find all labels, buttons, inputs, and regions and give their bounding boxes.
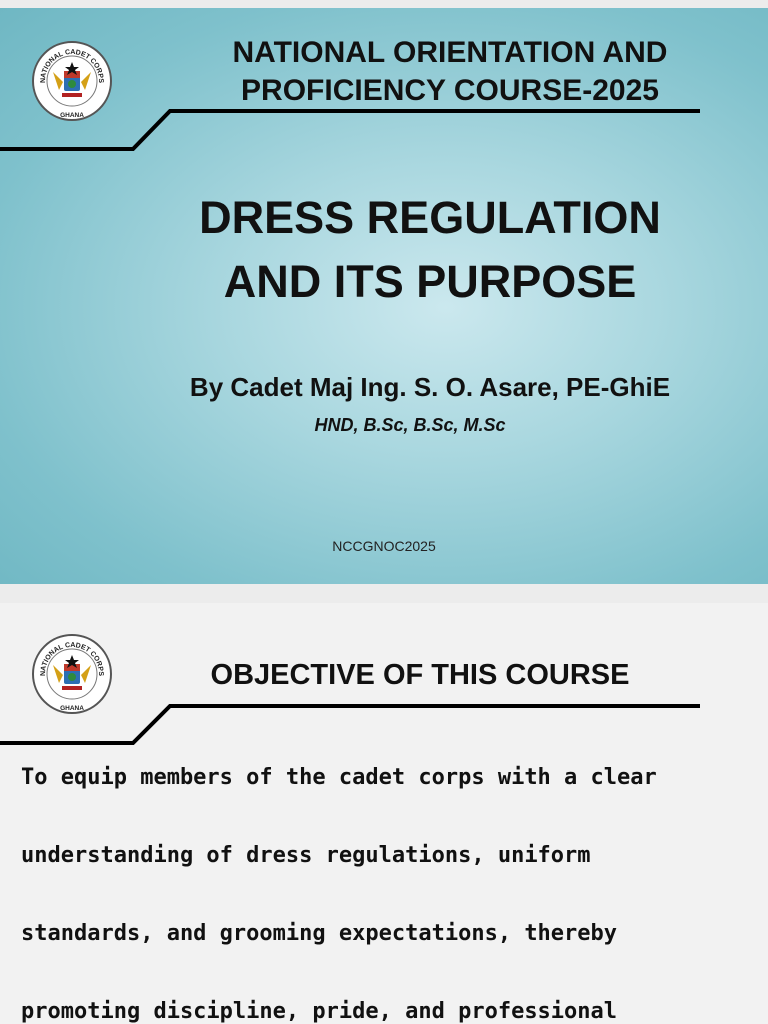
objective-line: promoting discipline, pride, and professional — [21, 999, 618, 1024]
objective-text — [21, 739, 751, 1024]
title-slide — [0, 8, 768, 584]
objective-slide — [0, 603, 768, 1024]
presentation-title: DRESS REGULATION AND ITS PURPOSE — [199, 192, 661, 307]
objective-line: standards, and grooming expectations, thereby — [21, 921, 618, 946]
svg-text:•NATIONAL CADET CORPS•: NATIONAL CADET CORPS — [39, 48, 105, 84]
course-title: NATIONAL ORIENTATION AND PROFICIENCY COURSE-2025 — [232, 36, 668, 107]
objective-line: understanding of dress regulations, uniform — [21, 843, 591, 868]
course-code: NCCGNOC2025 — [332, 538, 436, 554]
objective-line: To equip members of the cadet corps with a clear — [21, 765, 657, 790]
author-line: By Cadet Maj Ing. S. O. Asare, PE-GhiE — [189, 372, 671, 402]
objective-title: OBJECTIVE OF THIS COURSE — [210, 659, 630, 691]
svg-text:•NATIONAL CADET CORPS•: NATIONAL CADET CORPS — [39, 641, 105, 677]
svg-text:GHANA: GHANA — [60, 705, 84, 712]
author-qualifications: HND, B.Sc, B.Sc, M.Sc — [314, 415, 506, 435]
svg-text:GHANA: GHANA — [60, 112, 84, 119]
